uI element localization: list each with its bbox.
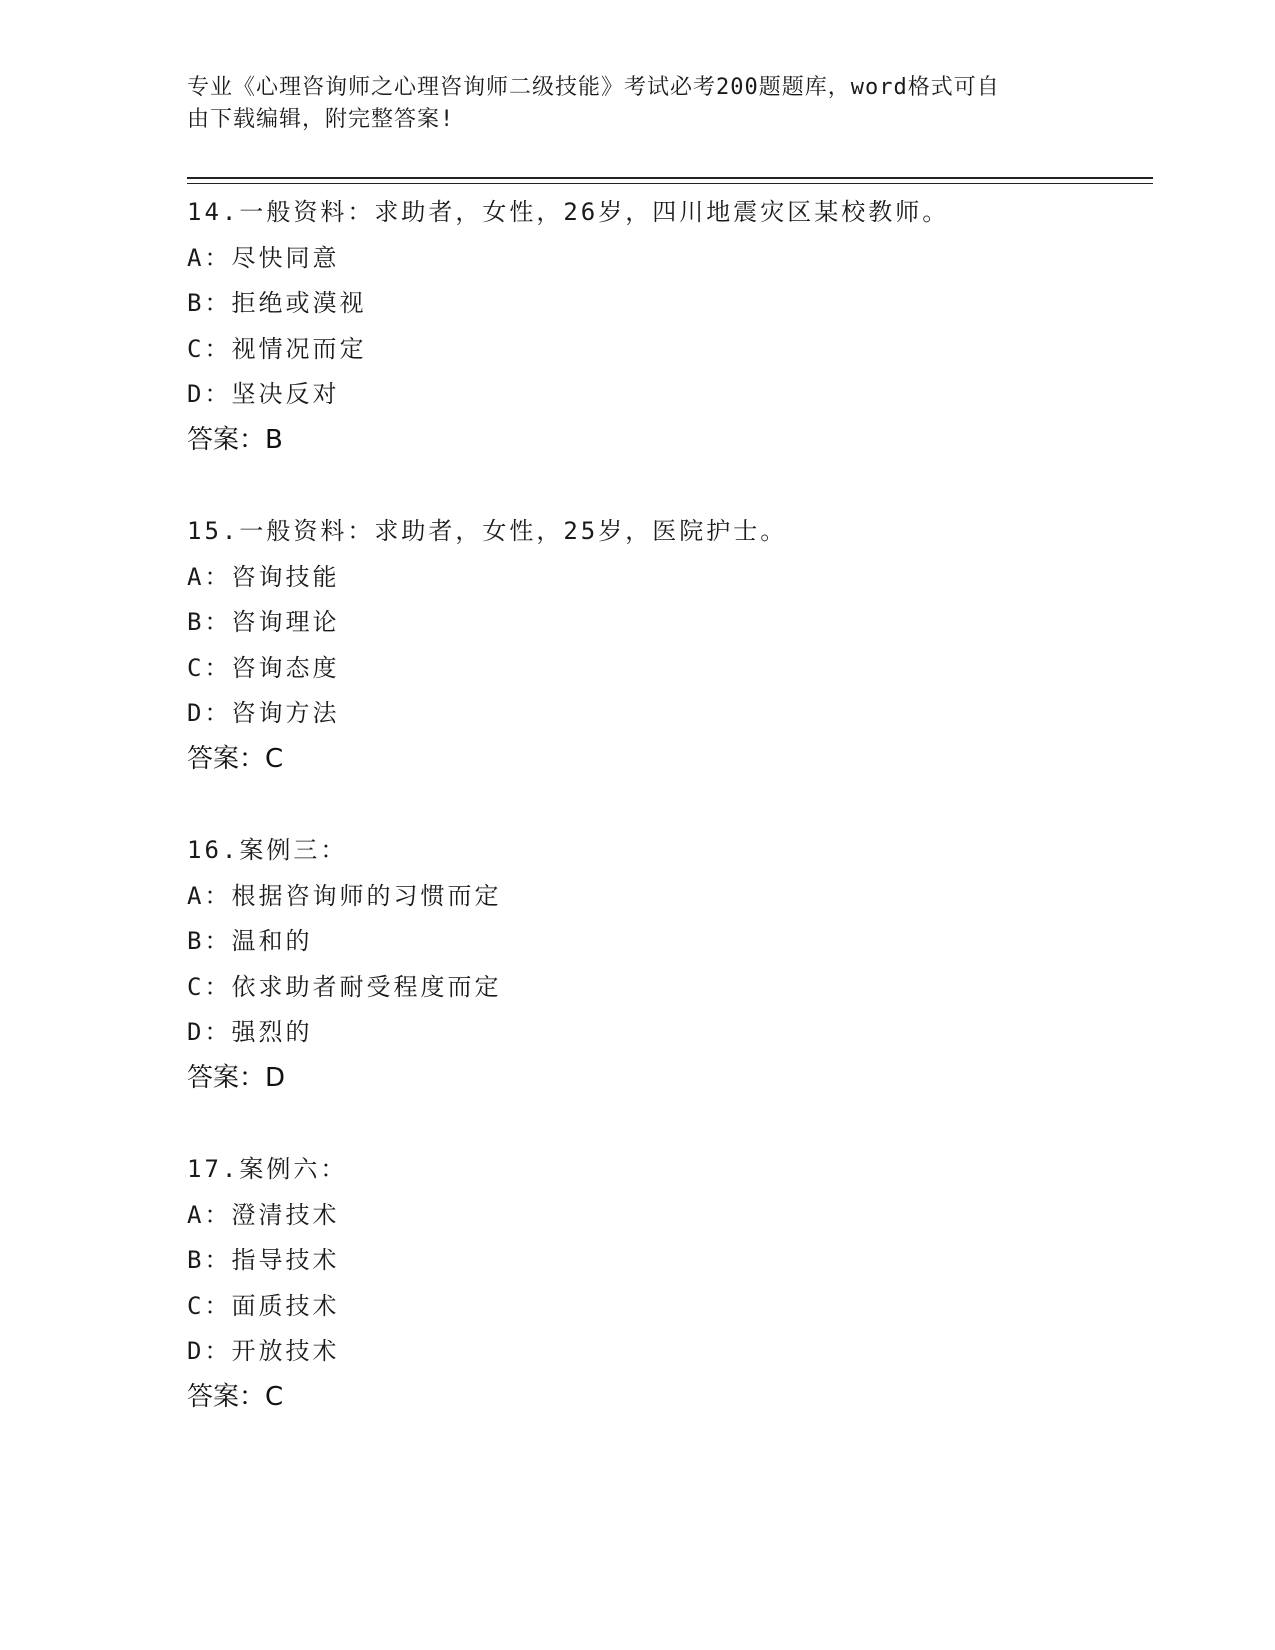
option-b: B：拒绝或漠视 [187,289,367,318]
question-stem: 17.案例六： [187,1155,348,1183]
option-d: D：坚决反对 [187,380,340,409]
option-d: D：强烈的 [187,1018,313,1047]
option-b: B：指导技术 [187,1246,340,1275]
option-c: C：视情况而定 [187,334,367,363]
question-stem: 14.一般资料：求助者，女性，26岁，四川地震灾区某校教师。 [187,198,950,226]
question-16 [187,828,1153,1102]
question-stem: 15.一般资料：求助者，女性，25岁，医院护士。 [187,517,788,545]
question-14 [187,190,1153,464]
answer-label: 答案：D [187,1062,286,1093]
option-a: A：根据咨询师的习惯而定 [187,881,502,910]
option-a: A：澄清技术 [187,1200,340,1229]
option-a: A：尽快同意 [187,243,340,272]
question-stem: 16.案例三： [187,836,348,864]
option-b: B：咨询理论 [187,608,340,637]
answer-label: 答案：C [187,1381,284,1412]
header-line-2: 由下载编辑，附完整答案! [187,107,455,132]
question-15 [187,509,1153,783]
answer-label: 答案：B [187,424,283,455]
option-d: D：咨询方法 [187,699,340,728]
option-c: C：依求助者耐受程度而定 [187,972,502,1001]
answer-label: 答案：C [187,743,284,774]
option-d: D：开放技术 [187,1337,340,1366]
document-header [187,72,1067,136]
option-c: C：咨询态度 [187,653,340,682]
question-17 [187,1147,1153,1421]
option-a: A：咨询技能 [187,562,340,591]
header-divider-thick [187,177,1153,179]
option-b: B：温和的 [187,927,313,956]
header-line-1: 专业《心理咨询师之心理咨询师二级技能》考试必考200题题库，word格式可自 [187,75,1000,100]
header-divider-thin [187,183,1153,184]
option-c: C：面质技术 [187,1291,340,1320]
